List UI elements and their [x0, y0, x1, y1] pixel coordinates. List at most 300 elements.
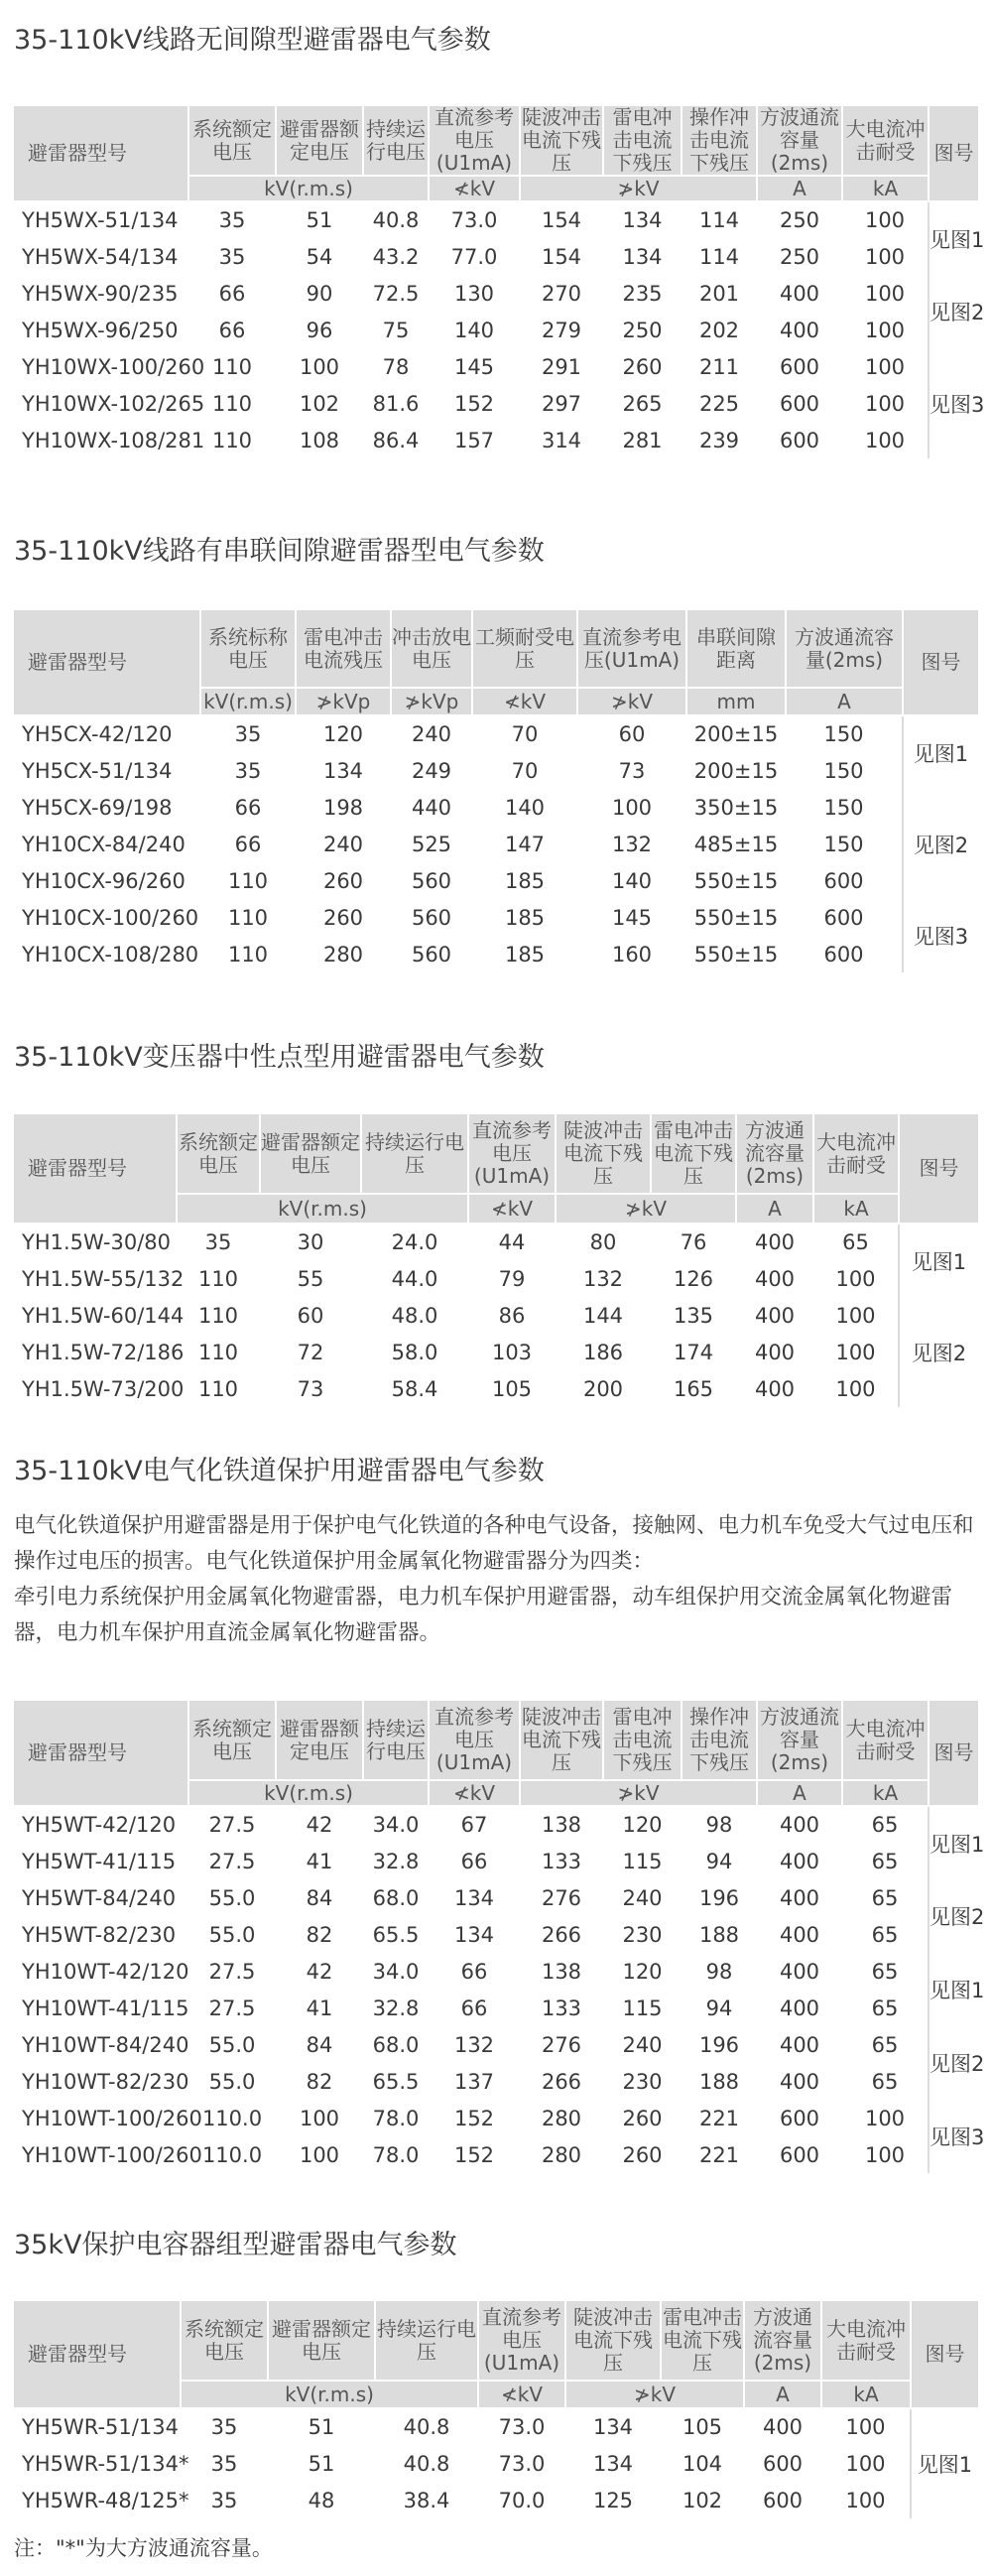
table-cell: 100 [845, 2488, 886, 2512]
table-cell: YH5WT-82/230 [22, 1922, 177, 1947]
table-cell: 265 [622, 391, 663, 416]
table-cell: 279 [541, 318, 582, 342]
table-cell: 154 [541, 244, 582, 269]
table-cell: 55.0 [208, 1885, 256, 1910]
table-cell: 66 [460, 1996, 488, 2020]
table-cell: 140 [504, 795, 546, 820]
table-cell: 78 [382, 354, 410, 379]
unit-header: A [744, 2381, 821, 2408]
column-header: 持续运行电压 [363, 1701, 429, 1780]
table-cell: 120 [322, 722, 364, 746]
table-cell: YH5WR-48/125* [22, 2488, 189, 2512]
table-cell: 400 [754, 1266, 796, 1291]
table-cell: 82 [306, 1922, 333, 1947]
table-cell: YH10WX-100/260 [22, 354, 205, 379]
table-cell: 100 [864, 2106, 906, 2130]
table-cell: YH5WT-41/115 [22, 1849, 177, 1873]
table-cell: 152 [453, 2142, 495, 2167]
table-cell: 35 [218, 208, 246, 232]
table-cell: YH10CX-96/260 [22, 868, 186, 893]
table-cell: 43.2 [372, 244, 420, 269]
table-cell: 250 [779, 208, 820, 232]
table-cell: 120 [622, 1813, 663, 1837]
table-cell: YH10WX-108/281 [22, 428, 205, 452]
table-cell: YH5WT-84/240 [22, 1885, 177, 1910]
table-cell: 440 [411, 795, 452, 820]
table-cell: 125 [592, 2488, 634, 2512]
table-cell: 188 [698, 1922, 740, 1947]
table-cell: 600 [823, 905, 864, 930]
table-cell: 100 [864, 281, 906, 306]
table-cell: 249 [411, 758, 452, 783]
table-cell: 230 [622, 2069, 663, 2094]
table-cell: 65 [871, 1922, 899, 1947]
table-cell: 133 [541, 1849, 582, 1873]
table-cell: 132 [582, 1266, 624, 1291]
table-cell: 66 [460, 1849, 488, 1873]
table-cell: 600 [823, 868, 864, 893]
table-cell: 51 [308, 2415, 335, 2439]
unit-header: ≯kV [520, 1780, 757, 1806]
table-cell: 200±15 [693, 758, 779, 783]
table-cell: 600 [779, 2106, 820, 2130]
table-cell: 145 [611, 905, 653, 930]
unit-header: A [757, 176, 842, 201]
table-cell: 152 [453, 391, 495, 416]
table-cell: 27.5 [208, 1996, 256, 2020]
table-cell: 105 [491, 1376, 533, 1401]
table-cell: 110 [211, 428, 253, 452]
table-cell: 138 [541, 1813, 582, 1837]
table-cell: 240 [622, 2032, 663, 2057]
table-cell: 100 [835, 1376, 876, 1401]
section-title: 35-110kV电气化铁道保护用避雷器电气参数 [14, 1456, 545, 1486]
table-cell: 55 [297, 1266, 324, 1291]
table-cell: 400 [754, 1340, 796, 1364]
table-cell: 76 [680, 1230, 707, 1254]
table-cell: 58.0 [391, 1340, 438, 1364]
table-cell: 65 [871, 1959, 899, 1984]
table-cell: 198 [322, 795, 364, 820]
table-cell: 600 [779, 391, 820, 416]
table-cell: 196 [698, 1885, 740, 1910]
column-header: 避雷器型号 [14, 106, 188, 201]
table-cell: 100 [864, 318, 906, 342]
table-cell: 114 [698, 208, 740, 232]
unit-header: ≯kV [577, 688, 686, 715]
table-cell: 73 [618, 758, 646, 783]
table-cell: 600 [762, 2451, 804, 2476]
table-cell: 600 [779, 428, 820, 452]
intro-paragraph: 牵引电力系统保护用金属氧化物避雷器，电力机车保护用避雷器，动车组保护用交流金属氧化物避雷器，电力机车保护用直流金属氧化物避雷器。 [14, 1585, 953, 1645]
table-cell: 34.0 [372, 1813, 420, 1837]
column-header: 雷电冲击电流残压 [296, 610, 391, 688]
column-header: 避雷器型号 [14, 610, 200, 715]
table-cell: 108 [299, 428, 340, 452]
table-cell: 110 [197, 1303, 239, 1328]
table-cell: YH10WT-42/120 [22, 1959, 189, 1984]
intro-text [14, 1508, 978, 1651]
table-cell: 314 [541, 428, 582, 452]
table-cell: 135 [673, 1303, 714, 1328]
table-cell: 35 [210, 2488, 238, 2512]
table-cell: 260 [622, 2106, 663, 2130]
table-cell: 110 [197, 1340, 239, 1364]
figure-ref: 见图3 [929, 348, 978, 458]
table-cell: 201 [698, 281, 740, 306]
table-cell: 110.0 [201, 2106, 263, 2130]
table-cell: 400 [779, 1813, 820, 1837]
table-cell: 55.0 [208, 2069, 256, 2094]
table-cell: YH5CX-51/134 [22, 758, 173, 783]
intro-paragraph: 电气化铁道保护用避雷器是用于保护电气化铁道的各种电气设备，接触网、电力机车免受大气过电压和操作过电压的损害。电气化铁道保护用金属氧化物避雷器分为四类： [14, 1513, 974, 1574]
table-cell: 41 [306, 1996, 333, 2020]
table-cell: 130 [453, 281, 495, 306]
table-cell: 138 [541, 1959, 582, 1984]
table-cell: 100 [299, 2106, 340, 2130]
section-title: 35kV保护电容器组型避雷器电气参数 [14, 2230, 457, 2260]
table-cell: 280 [322, 942, 364, 966]
unit-header: ≯kV [556, 1194, 736, 1224]
figure-ref: 见图1 [903, 715, 978, 789]
column-header: 图号 [929, 1701, 978, 1806]
table-cell: 266 [541, 1922, 582, 1947]
table-cell: YH10WT-100/260 [22, 2142, 202, 2167]
unit-header: kV(r.m.s) [188, 176, 429, 201]
column-header: 大电流冲击耐受 [842, 1701, 929, 1780]
table-cell: 144 [582, 1303, 624, 1328]
table-cell: 400 [779, 1922, 820, 1947]
footnote: 注："*"为大方波通流容量。 [14, 2536, 273, 2560]
table-cell: 154 [541, 208, 582, 232]
table-cell: 44.0 [391, 1266, 438, 1291]
table-cell: 35 [210, 2415, 238, 2439]
table-cell: 134 [453, 1922, 495, 1947]
unit-header: kA [842, 176, 929, 201]
table-cell: 110 [227, 868, 269, 893]
table-cell: 100 [845, 2415, 886, 2439]
table-cell: 400 [779, 318, 820, 342]
table-cell: 400 [779, 1959, 820, 1984]
table-cell: 250 [779, 244, 820, 269]
table-cell: 137 [453, 2069, 495, 2094]
table-cell: 48 [308, 2488, 335, 2512]
table-cell: 126 [673, 1266, 714, 1291]
table-cell: 188 [698, 2069, 740, 2094]
table-cell: 35 [234, 758, 262, 783]
column-header: 图号 [903, 610, 978, 715]
table-cell: 30 [297, 1230, 324, 1254]
table-cell: 60 [618, 722, 646, 746]
table-cell: 110 [227, 942, 269, 966]
table-cell: 132 [453, 2032, 495, 2057]
table-cell: 600 [762, 2488, 804, 2512]
column-header: 持续运行电压 [363, 106, 429, 176]
table-cell: 266 [541, 2069, 582, 2094]
table-cell: YH5WT-42/120 [22, 1813, 177, 1837]
table-cell: 32.8 [372, 1996, 420, 2020]
table-cell: YH10WX-102/265 [22, 391, 205, 416]
table-cell: 157 [453, 428, 495, 452]
column-header: 避雷器型号 [14, 1114, 177, 1224]
table-cell: 221 [698, 2106, 740, 2130]
table-cell: 165 [673, 1376, 714, 1401]
column-header: 持续运行电压 [361, 1114, 468, 1194]
table-cell: 280 [541, 2142, 582, 2167]
column-header: 直流参考电压(U1mA) [577, 610, 686, 688]
table-cell: 73 [297, 1376, 324, 1401]
table-cell: 34.0 [372, 1959, 420, 1984]
table-cell: 150 [823, 722, 864, 746]
table-cell: 32.8 [372, 1849, 420, 1873]
column-header: 雷电冲击电流下残压 [661, 2301, 744, 2381]
table-cell: 82 [306, 2069, 333, 2094]
table-cell: 35 [234, 722, 262, 746]
column-header: 系统额定电压 [188, 1701, 276, 1780]
column-header: 大电流冲击耐受 [842, 106, 929, 176]
table-cell: 525 [411, 832, 452, 856]
table-cell: 400 [779, 281, 820, 306]
table-cell: 600 [823, 942, 864, 966]
column-header: 避雷器额定电压 [276, 106, 363, 176]
table-cell: 600 [779, 2142, 820, 2167]
table-cell: 27.5 [208, 1849, 256, 1873]
table-cell: 200 [582, 1376, 624, 1401]
table-cell: 550±15 [693, 942, 779, 966]
table-cell: 27.5 [208, 1959, 256, 1984]
unit-header: ≮kV [429, 1780, 520, 1806]
table-cell: 70 [511, 758, 539, 783]
unit-header: A [786, 688, 903, 715]
table-cell: 260 [322, 868, 364, 893]
column-header: 图号 [899, 1114, 978, 1224]
column-header: 冲击放电电压 [391, 610, 472, 688]
table-cell: 67 [460, 1813, 488, 1837]
table-cell: 400 [754, 1376, 796, 1401]
figure-ref: 见图1 [929, 201, 978, 275]
table-cell: 81.6 [372, 391, 420, 416]
table-cell: 102 [682, 2488, 723, 2512]
table-cell: 160 [611, 942, 653, 966]
column-header: 操作冲击电流下残压 [682, 106, 757, 176]
unit-header: kA [813, 1194, 899, 1224]
column-header: 雷电冲击电流下残压 [651, 1114, 736, 1194]
table-cell: 235 [622, 281, 663, 306]
table-cell: 42 [306, 1813, 333, 1837]
table-cell: 132 [611, 832, 653, 856]
table-cell: 65 [871, 1849, 899, 1873]
table-cell: 145 [453, 354, 495, 379]
column-header: 方波通流容量(2ms) [757, 1701, 842, 1780]
table-cell: 134 [592, 2415, 634, 2439]
table-cell: 600 [779, 354, 820, 379]
table-cell: 485±15 [693, 832, 779, 856]
table-cell: 100 [864, 208, 906, 232]
table-cell: YH1.5W-73/200 [22, 1376, 185, 1401]
table-cell: YH5WX-96/250 [22, 318, 179, 342]
table-cell: 80 [589, 1230, 617, 1254]
column-header: 陡波冲击电流下残压 [520, 1701, 603, 1780]
table-cell: 86 [498, 1303, 526, 1328]
table-cell: 120 [622, 1959, 663, 1984]
table-cell: 110 [197, 1266, 239, 1291]
table-cell: 400 [762, 2415, 804, 2439]
table-cell: 140 [453, 318, 495, 342]
column-header: 直流参考电压(U1mA) [478, 2301, 565, 2381]
unit-header: kA [842, 1780, 929, 1806]
table-cell: 55.0 [208, 2032, 256, 2057]
table-cell: 73.0 [498, 2415, 546, 2439]
section-title: 35-110kV线路有串联间隙避雷器型电气参数 [14, 536, 545, 567]
unit-header: ≯kV [565, 2381, 744, 2408]
table-cell: 68.0 [372, 1885, 420, 1910]
table-cell: 38.4 [403, 2488, 450, 2512]
table-cell: 100 [864, 244, 906, 269]
table-cell: 51 [308, 2451, 335, 2476]
table-cell: 211 [698, 354, 740, 379]
unit-header: kV(r.m.s) [181, 2381, 478, 2408]
spec-table [14, 1114, 978, 1407]
table-cell: 260 [622, 354, 663, 379]
table-cell: 70 [511, 722, 539, 746]
table-cell: 100 [835, 1266, 876, 1291]
table-cell: 110 [211, 354, 253, 379]
column-header: 避雷器型号 [14, 2301, 181, 2408]
table-cell: 78.0 [372, 2106, 420, 2130]
unit-header: ≮kV [478, 2381, 565, 2408]
table-cell: 250 [622, 318, 663, 342]
table-cell: 280 [541, 2106, 582, 2130]
column-header: 避雷器额定电压 [276, 1701, 363, 1780]
table-cell: YH10WT-41/115 [22, 1996, 189, 2020]
column-header: 避雷器型号 [14, 1701, 188, 1806]
figure-ref: 见图2 [929, 275, 978, 348]
table-cell: 54 [306, 244, 333, 269]
section-title: 35-110kV线路无间隙型避雷器电气参数 [14, 25, 491, 56]
figure-ref: 见图1 [899, 1224, 978, 1297]
table-cell: 550±15 [693, 905, 779, 930]
table-cell: 35 [204, 1230, 232, 1254]
column-header: 陡波冲击电流下残压 [556, 1114, 651, 1194]
column-header: 大电流冲击耐受 [813, 1114, 899, 1194]
table-cell: 134 [592, 2451, 634, 2476]
table-cell: 134 [622, 244, 663, 269]
table-cell: YH1.5W-60/144 [22, 1303, 185, 1328]
table-cell: 400 [754, 1230, 796, 1254]
table-cell: 134 [453, 1885, 495, 1910]
figure-ref: 见图1 [911, 2408, 978, 2518]
table-cell: 100 [611, 795, 653, 820]
table-cell: 100 [835, 1340, 876, 1364]
table-cell: YH5WR-51/134 [22, 2415, 179, 2439]
unit-header: ≮kV [472, 688, 577, 715]
unit-header: ≮kV [429, 176, 520, 201]
table-cell: 41 [306, 1849, 333, 1873]
table-cell: 115 [622, 1996, 663, 2020]
table-cell: 221 [698, 2142, 740, 2167]
table-cell: 400 [779, 1849, 820, 1873]
table-cell: 73.0 [498, 2451, 546, 2476]
unit-header: A [757, 1780, 842, 1806]
table-cell: 65 [871, 1813, 899, 1837]
table-cell: YH5WX-90/235 [22, 281, 179, 306]
table-cell: 134 [622, 208, 663, 232]
table-cell: 350±15 [693, 795, 779, 820]
table-cell: 202 [698, 318, 740, 342]
figure-ref: 见图2 [903, 789, 978, 899]
table-cell: 260 [622, 2142, 663, 2167]
table-cell: 102 [299, 391, 340, 416]
column-header: 雷电冲击电流下残压 [603, 106, 682, 176]
column-header: 系统标称电压 [200, 610, 296, 688]
table-cell: 73.0 [450, 208, 498, 232]
figure-ref: 见图2 [929, 1879, 978, 1953]
table-cell: 400 [754, 1303, 796, 1328]
column-header: 直流参考电压(U1mA) [429, 1701, 520, 1780]
table-cell: 65 [871, 1885, 899, 1910]
spec-table [14, 2301, 978, 2518]
table-cell: 51 [306, 208, 333, 232]
table-cell: YH5WX-51/134 [22, 208, 179, 232]
table-cell: 65 [842, 1230, 869, 1254]
table-cell: 66 [218, 281, 246, 306]
table-cell: 42 [306, 1959, 333, 1984]
column-header: 陡波冲击电流下残压 [565, 2301, 661, 2381]
column-header: 串联间隙距离 [686, 610, 786, 688]
table-cell: 276 [541, 2032, 582, 2057]
column-header: 避雷器额定电压 [268, 2301, 375, 2381]
unit-header: ≯kV [520, 176, 757, 201]
spec-table [14, 105, 985, 458]
table-cell: 152 [453, 2106, 495, 2130]
table-cell: 276 [541, 1885, 582, 1910]
column-header: 工频耐受电压 [472, 610, 577, 688]
table-cell: 110 [197, 1376, 239, 1401]
table-cell: 55.0 [208, 1922, 256, 1947]
table-cell: 65 [871, 2069, 899, 2094]
table-cell: 110.0 [201, 2142, 263, 2167]
unit-header: ≮kV [468, 1194, 556, 1224]
column-header: 方波通流容量(2ms) [736, 1114, 813, 1194]
table-cell: 104 [682, 2451, 723, 2476]
table-cell: 75 [382, 318, 410, 342]
table-cell: 100 [299, 2142, 340, 2167]
table-cell: 134 [322, 758, 364, 783]
figure-ref: 见图3 [929, 2100, 978, 2173]
table-cell: 65.5 [372, 1922, 420, 1947]
table-cell: 79 [498, 1266, 526, 1291]
table-cell: YH5WX-54/134 [22, 244, 179, 269]
table-cell: YH10CX-108/280 [22, 942, 199, 966]
table-cell: 115 [622, 1849, 663, 1873]
table-cell: 35 [210, 2451, 238, 2476]
table-cell: 133 [541, 1996, 582, 2020]
column-header: 直流参考电压(U1mA) [429, 106, 520, 176]
table-cell: 48.0 [391, 1303, 438, 1328]
table-cell: 72 [297, 1340, 324, 1364]
column-header: 系统额定电压 [177, 1114, 260, 1194]
column-header: 大电流冲击耐受 [821, 2301, 911, 2381]
column-header: 图号 [929, 106, 978, 201]
table-cell: 140 [611, 868, 653, 893]
table-cell: 400 [779, 1885, 820, 1910]
table-cell: 66 [218, 318, 246, 342]
table-cell: 400 [779, 2032, 820, 2057]
table-cell: 98 [705, 1813, 733, 1837]
figure-ref: 见图2 [929, 2026, 978, 2100]
table-cell: 94 [705, 1849, 733, 1873]
table-cell: 281 [622, 428, 663, 452]
